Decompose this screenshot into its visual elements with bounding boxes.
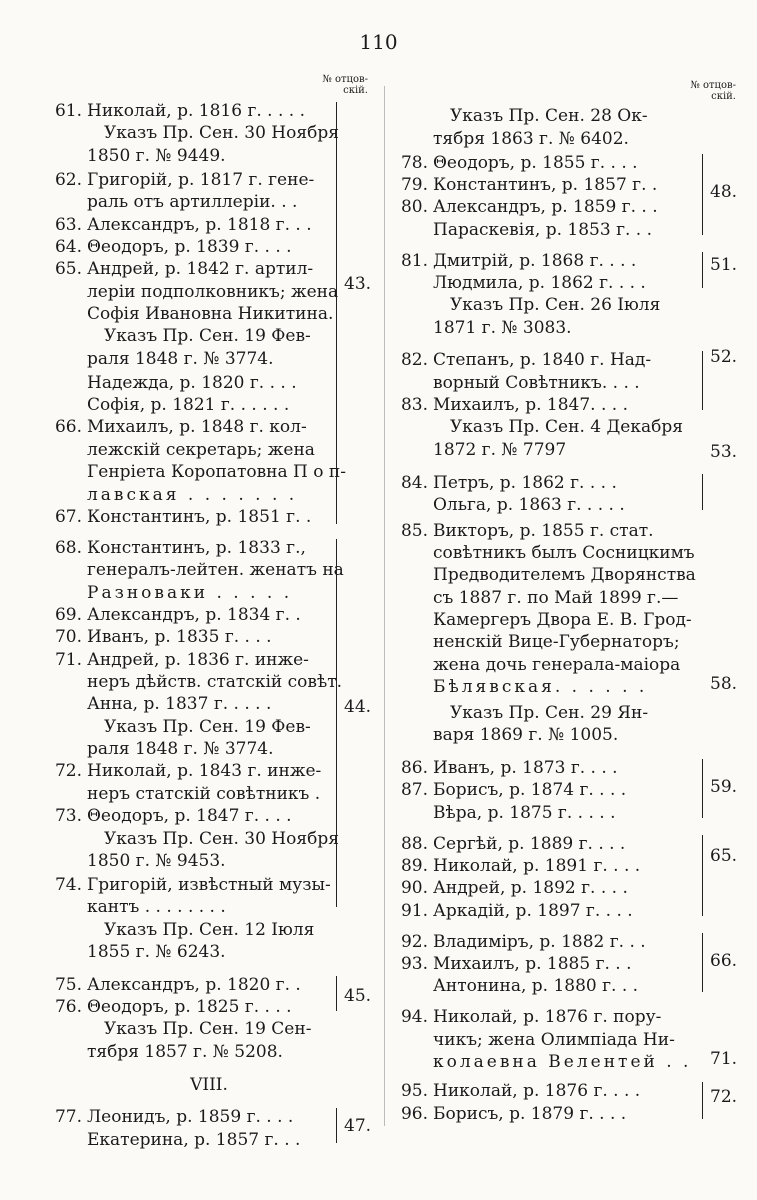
entry-text: Константинъ, р. 1851 г. . (87, 506, 312, 527)
father-reference-number: 53. (710, 442, 738, 462)
entry-text: Викторъ, р. 1855 г. стат. (433, 520, 654, 541)
entry-text: Указъ Пр. Сен. 19 Фев- (104, 326, 311, 347)
entry-text: кантъ . . . . . . . . (87, 897, 226, 918)
father-reference-number: 72. (710, 1087, 738, 1107)
entry-text: Дмитрій, р. 1868 г. . . . (433, 250, 637, 271)
entry-text: 1871 г. № 3083. (433, 317, 572, 338)
entry-number: 67. (54, 506, 82, 527)
entry-line (44, 504, 374, 530)
entry-text: Николай, р. 1843 г. инже- (87, 761, 322, 782)
father-reference-number: 71. (710, 1049, 738, 1070)
entry-number: 95. (400, 1081, 428, 1102)
entry-text: Иванъ, р. 1873 г. . . . (433, 758, 618, 779)
entry-text: Андрей, р. 1836 г. инже- (87, 649, 309, 670)
brace (696, 351, 703, 410)
entry-text: Ольга, р. 1863 г. . . . . (433, 494, 625, 515)
column-divider (384, 86, 385, 1126)
brace (330, 102, 337, 524)
entry-text: лежскій секретарь; жена (87, 439, 315, 460)
entry-text: Александръ, р. 1818 г. . . (87, 214, 312, 235)
entry-text: неръ дѣйств. статскій совѣт. (87, 672, 343, 693)
brace (330, 1108, 337, 1143)
entry-text: Вѣра, р. 1875 г. . . . . (433, 802, 616, 823)
entry-text: Михаилъ, р. 1847. . . . (433, 395, 628, 416)
entry-text: Бѣлявская. . . . . . (433, 677, 648, 698)
entry-number: 91. (400, 900, 428, 921)
entry-text: Леонидъ, р. 1859 г. . . . (87, 1107, 294, 1128)
entry-text: Александръ, р. 1834 г. . (87, 604, 301, 625)
entry-number: 81. (400, 250, 428, 271)
entry-text: Софія, р. 1821 г. . . . . . (87, 395, 290, 416)
father-reference-number: 47. (344, 1116, 372, 1137)
brace (696, 835, 703, 916)
entry-number: 68. (54, 537, 82, 558)
entry-text: Указъ Пр. Сен. 4 Декабря (450, 417, 683, 438)
father-reference-number: 45. (344, 985, 372, 1006)
entry-text: Надежда, р. 1820 г. . . . (87, 372, 297, 393)
entry-number: 62. (54, 169, 82, 190)
father-reference-number: 52. (710, 347, 738, 368)
entry-line (44, 346, 374, 372)
entry-text: ненскій Вице-Губернаторъ; (433, 632, 680, 653)
entry-number: 74. (54, 875, 82, 895)
entry-text: Григорій, извѣстный музы- (87, 875, 331, 895)
entry-number: 94. (400, 1007, 428, 1028)
entry-text: VIII. (190, 1074, 228, 1095)
entry-text: тября 1857 г. № 5208. (87, 1041, 283, 1062)
entry-text: Параскевія, р. 1853 г. . . (433, 219, 653, 240)
entry-text: Указъ Пр. Сен. 19 Фев- (104, 716, 311, 737)
entry-text: Указъ Пр. Сен. 28 Ок- (450, 106, 648, 127)
entry-line (44, 939, 374, 965)
entry-text: Борисъ, р. 1874 г. . . . (433, 780, 627, 801)
entry-text: ворный Совѣтникъ. . . . (433, 372, 640, 393)
entry-text: Генріета Коропатовна П о п- (87, 462, 346, 483)
entry-text: Николай, р. 1876 г. . . . (433, 1081, 641, 1102)
entry-number: 65. (54, 259, 82, 280)
entry-text: Указъ Пр. Сен. 30 Ноября (104, 828, 339, 849)
entry-text: Сергѣй, р. 1889 г. . . . (433, 833, 626, 854)
entry-line (390, 898, 740, 924)
entry-number: 70. (54, 627, 82, 648)
entry-text: раля 1848 г. № 3774. (87, 348, 274, 369)
entry-number: 86. (400, 758, 428, 779)
brace (330, 539, 337, 907)
entry-line (44, 143, 374, 169)
entry-text: Андрей, р. 1892 г. . . . (433, 878, 628, 899)
entry-text: Григорій, р. 1817 г. гене- (87, 169, 315, 190)
entry-line (390, 1101, 740, 1127)
entry-text: Указъ Пр. Сен. 30 Ноября (104, 123, 339, 144)
entry-line (390, 1049, 740, 1075)
entry-number: 87. (400, 780, 428, 801)
entry-text: Разноваки . . . . . (87, 582, 293, 603)
entry-text: Степанъ, р. 1840 г. Над- (433, 350, 652, 371)
entry-text: съ 1887 г. по Май 1899 г.— (433, 587, 679, 608)
entry-text: леріи подполковникъ; жена (87, 281, 339, 302)
entry-text: Предводителемъ Дворянства (433, 565, 696, 586)
entry-number: 77. (54, 1107, 82, 1128)
entry-text: жена дочь генерала-маіора (433, 654, 681, 675)
entry-number: 64. (54, 236, 82, 257)
father-reference-number: 66. (710, 951, 738, 972)
entry-text: Людмила, р. 1862 г. . . . (433, 273, 646, 293)
entry-text: Θеодоръ, р. 1855 г. . . . (433, 152, 638, 173)
brace (696, 474, 703, 511)
entry-text: Михаилъ, р. 1885 г. . . (433, 954, 632, 975)
entry-text: Иванъ, р. 1835 г. . . . (87, 627, 272, 648)
entry-text: Петръ, р. 1862 г. . . . (433, 472, 617, 493)
entry-number: 89. (400, 856, 428, 877)
father-reference-number: 43. (344, 274, 372, 295)
entry-number: 69. (54, 604, 82, 625)
entry-number: 73. (54, 806, 82, 827)
entry-line (390, 800, 740, 826)
brace (696, 933, 703, 992)
entry-text: Борисъ, р. 1879 г. . . . (433, 1103, 627, 1124)
entry-text: Александръ, р. 1859 г. . . (433, 197, 658, 218)
entry-text: 1850 г. № 9449. (87, 145, 226, 166)
entry-line (390, 315, 740, 341)
entry-text: Указъ Пр. Сен. 29 Ян- (450, 703, 649, 723)
father-reference-number: 59. (710, 777, 738, 798)
entry-line (390, 722, 740, 748)
brace (696, 252, 703, 289)
entry-number: 92. (400, 931, 428, 952)
father-reference-number: 48. (710, 182, 738, 203)
entry-text: Θеодоръ, р. 1825 г. . . . (87, 997, 292, 1018)
column-heading-left: № отцов- скій. (322, 74, 368, 96)
entry-line (44, 848, 374, 874)
entry-number: 85. (400, 520, 428, 541)
entry-text: раля 1848 г. № 3774. (87, 739, 274, 760)
entry-text: Θеодоръ, р. 1839 г. . . . (87, 236, 292, 257)
entry-number: 61. (54, 101, 82, 121)
page-number: 110 (359, 30, 398, 54)
entry-text: варя 1869 г. № 1005. (433, 725, 619, 746)
entry-text: колаевна Велентей . . (433, 1052, 692, 1073)
entry-text: Θеодоръ, р. 1847 г. . . . (87, 806, 292, 827)
entry-text: Константинъ, р. 1857 г. . (433, 174, 658, 195)
entry-number: 66. (54, 417, 82, 438)
entry-text: Указъ Пр. Сен. 19 Сен- (104, 1019, 312, 1040)
entry-line (44, 1127, 374, 1153)
brace (696, 154, 703, 235)
entry-number: 90. (400, 878, 428, 899)
entry-text: чикъ; жена Олимпіада Ни- (433, 1029, 675, 1050)
entry-number: 76. (54, 997, 82, 1018)
entry-text: Андрей, р. 1842 г. артил- (87, 259, 314, 280)
entry-text: Анна, р. 1837 г. . . . . (87, 694, 272, 715)
entry-number: 78. (400, 152, 428, 173)
father-reference-number: 51. (710, 254, 738, 275)
entry-number: 79. (400, 174, 428, 195)
entry-text: Указъ Пр. Сен. 26 Іюля (450, 295, 661, 316)
entry-text: лавская . . . . . . . (87, 484, 298, 505)
entry-line (390, 973, 740, 999)
entry-text: Антонина, р. 1880 г. . . (433, 976, 639, 997)
brace (330, 976, 337, 1011)
entry-text: совѣтникъ былъ Сосницкимъ (433, 543, 695, 564)
father-reference-number: 58. (710, 674, 738, 695)
entry-number: 96. (400, 1103, 428, 1124)
brace (696, 759, 703, 818)
entry-line (390, 674, 740, 700)
entry-number: 84. (400, 472, 428, 493)
entry-text: 1850 г. № 9453. (87, 850, 226, 871)
entry-text: Николай, р. 1876 г. пору- (433, 1007, 662, 1028)
entry-text: Владиміръ, р. 1882 г. . . (433, 931, 646, 952)
entry-text: тября 1863 г. № 6402. (433, 128, 629, 149)
father-reference-number: 44. (344, 696, 372, 717)
entry-text: Аркадій, р. 1897 г. . . . (433, 900, 633, 921)
entry-number: 71. (54, 649, 82, 670)
entry-number: 80. (400, 197, 428, 218)
entry-number: 93. (400, 954, 428, 975)
entry-text: Николай, р. 1816 г. . . . . (87, 101, 305, 121)
entry-number: 82. (400, 350, 428, 371)
column-heading-right: № отцов- скій. (690, 80, 736, 102)
entry-text: Александръ, р. 1820 г. . (87, 974, 301, 995)
entry-text: раль отъ артиллеріи. . . (87, 192, 298, 213)
entry-text: Константинъ, р. 1833 г., (87, 537, 306, 558)
entry-text: 1855 г. № 6243. (87, 942, 226, 963)
entry-number: 88. (400, 833, 428, 854)
entry-number: 72. (54, 761, 82, 782)
entry-text: неръ статскій совѣтникъ . (87, 783, 321, 804)
entry-text: Указъ Пр. Сен. 12 Іюля (104, 919, 315, 940)
entry-number: 83. (400, 395, 428, 416)
entry-line (390, 492, 740, 518)
entry-line (390, 437, 740, 463)
entry-line (390, 126, 740, 152)
entry-line (44, 1072, 374, 1098)
entry-text: Николай, р. 1891 г. . . . (433, 856, 641, 877)
entry-text: Камергеръ Двора Е. В. Грод- (433, 610, 692, 631)
entry-number: 63. (54, 214, 82, 235)
brace (696, 1082, 703, 1119)
entry-text: Екатерина, р. 1857 г. . . (87, 1129, 301, 1150)
entry-line (390, 217, 740, 243)
entry-text: 1872 г. № 7797 (433, 439, 567, 460)
entry-text: генералъ-лейтен. женатъ на (87, 560, 344, 581)
father-reference-number: 65. (710, 846, 738, 867)
entry-text: Михаилъ, р. 1848 г. кол- (87, 417, 307, 438)
entry-number: 75. (54, 974, 82, 995)
entry-line (44, 1039, 374, 1065)
entry-text: Софія Ивановна Никитина. (87, 303, 334, 324)
